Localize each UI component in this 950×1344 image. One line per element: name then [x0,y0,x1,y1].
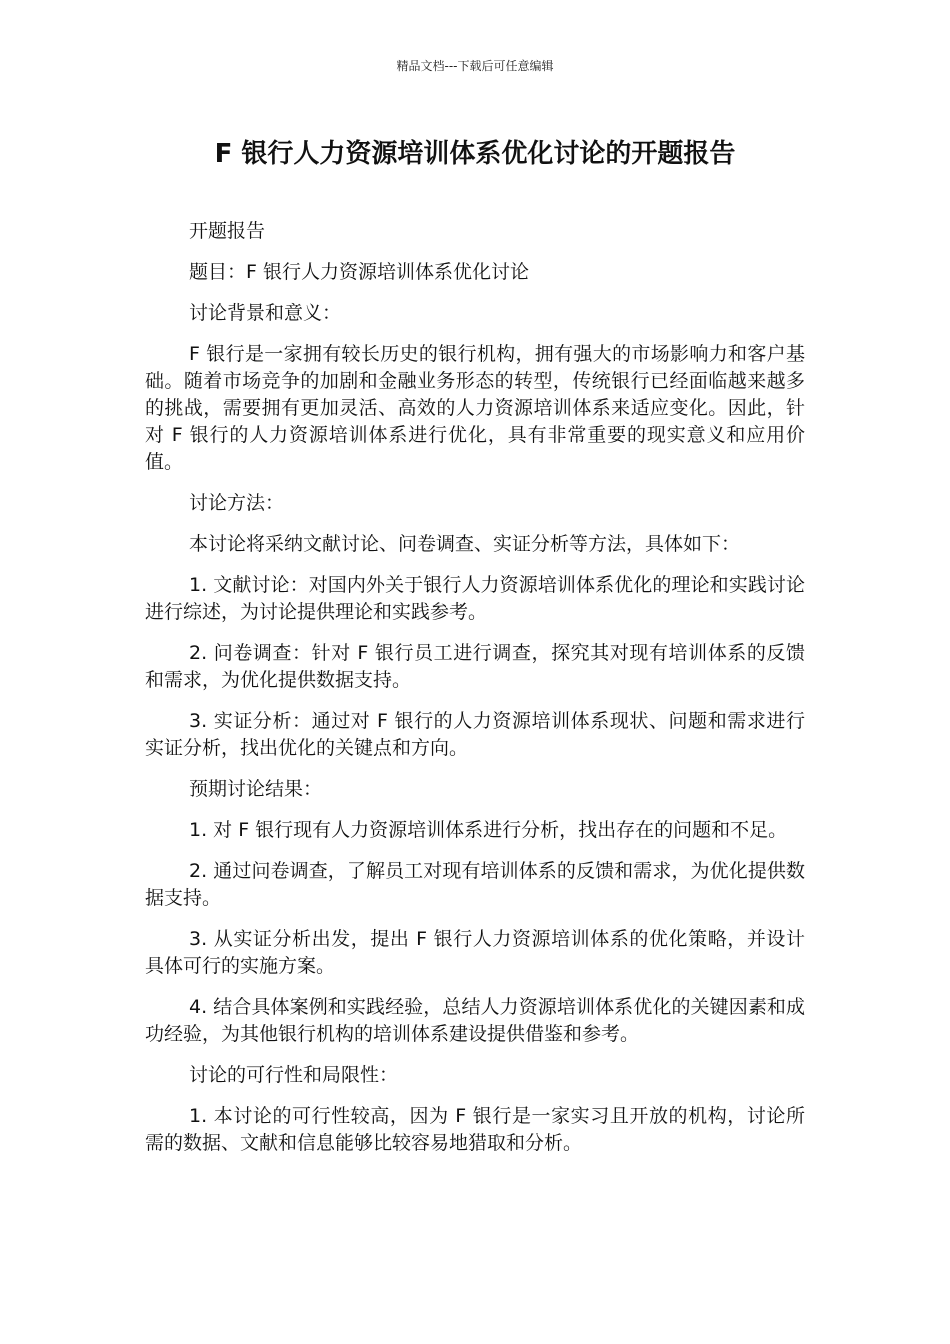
list-item-method-1: 1. 文献讨论：对国内外关于银行人力资源培训体系优化的理论和实践讨论进行综述，为讨论提供理论和实践参考。 [145,574,805,623]
heading-methods: 讨论方法： [189,492,285,514]
paragraph-methods-intro: 本讨论将采纳文献讨论、问卷调查、实证分析等方法，具体如下： [189,533,741,555]
page-header: 精品文档---下载后可任意编辑 [396,59,554,73]
list-item-result-2: 2. 通过问卷调查，了解员工对现有培训体系的反馈和需求，为优化提供数据支持。 [145,860,805,909]
document-body [145,218,805,1171]
heading-feasibility: 讨论的可行性和局限性： [189,1064,399,1086]
heading-background: 讨论背景和意义： [189,302,342,324]
list-item-method-2: 2. 问卷调查：针对 F 银行员工进行调查，探究其对现有培训体系的反馈和需求，为优化提供数据支持。 [145,642,805,691]
paragraph-topic: 题目：F 银行人力资源培训体系优化讨论 [189,261,529,283]
list-item-result-3: 3. 从实证分析出发，提出 F 银行人力资源培训体系的优化策略，并设计具体可行的实施方案。 [145,928,805,977]
paragraph-label-proposal: 开题报告 [189,220,266,242]
list-item-result-4: 4. 结合具体案例和实践经验，总结人力资源培训体系优化的关键因素和成功经验，为其他银行机构的培训体系建设提供借鉴和参考。 [145,996,805,1045]
list-item-method-3: 3. 实证分析：通过对 F 银行的人力资源培训体系现状、问题和需求进行实证分析，找出优化的关键点和方向。 [145,710,805,759]
heading-expected-results: 预期讨论结果： [189,778,323,800]
list-item-result-1: 1. 对 F 银行现有人力资源培训体系进行分析，找出存在的问题和不足。 [189,819,788,841]
document-title: F 银行人力资源培训体系优化讨论的开题报告 [214,139,736,169]
list-item-feasibility-1: 1. 本讨论的可行性较高，因为 F 银行是一家实习且开放的机构，讨论所需的数据、文献和信息能够比较容易地猎取和分析。 [145,1105,805,1154]
paragraph-background: F 银行是一家拥有较长历史的银行机构，拥有强大的市场影响力和客户基础。随着市场竞争的加剧和金融业务形态的转型，传统银行已经面临越来越多的挑战，需要拥有更加灵活、高效的人力资源培训体系来适应变化。因此，针对 F 银行的人力资源培训体系进行优化，具有非常重要的现实意义和应用价值。 [145,343,805,473]
